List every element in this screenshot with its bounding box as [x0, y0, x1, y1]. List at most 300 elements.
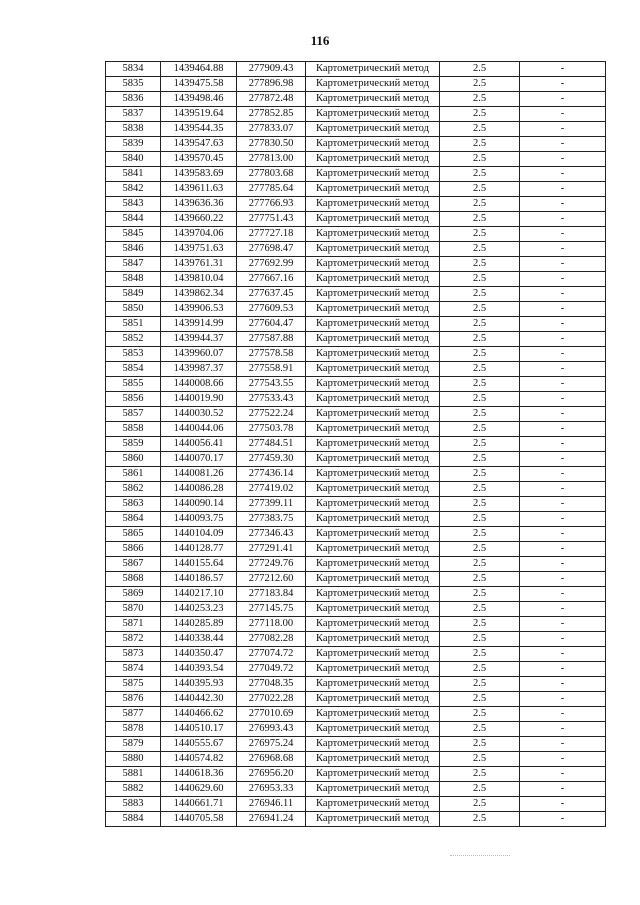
method-cell: Картометрический метод — [306, 212, 440, 227]
y-coordinate-cell: 276968.68 — [237, 752, 306, 767]
accuracy-cell: 2.5 — [440, 602, 520, 617]
method-cell: Картометрический метод — [306, 152, 440, 167]
method-cell: Картометрический метод — [306, 242, 440, 257]
method-cell: Картометрический метод — [306, 62, 440, 77]
method-cell: Картометрический метод — [306, 662, 440, 677]
x-coordinate-cell: 1439544.35 — [161, 122, 237, 137]
table-row — [106, 347, 606, 362]
method-cell: Картометрический метод — [306, 572, 440, 587]
y-coordinate-cell: 277346.43 — [237, 527, 306, 542]
y-coordinate-cell: 277399.11 — [237, 497, 306, 512]
x-coordinate-cell: 1439704.06 — [161, 227, 237, 242]
point-number-cell: 5853 — [106, 347, 161, 362]
table-row — [106, 92, 606, 107]
accuracy-cell: 2.5 — [440, 677, 520, 692]
point-number-cell: 5865 — [106, 527, 161, 542]
point-number-cell: 5836 — [106, 92, 161, 107]
table-row — [106, 797, 606, 812]
table-row — [106, 752, 606, 767]
table-row — [106, 467, 606, 482]
accuracy-cell: 2.5 — [440, 527, 520, 542]
table-row — [106, 662, 606, 677]
y-coordinate-cell: 277833.07 — [237, 122, 306, 137]
x-coordinate-cell: 1440705.58 — [161, 812, 237, 827]
method-cell: Картометрический метод — [306, 197, 440, 212]
description-cell: - — [520, 407, 606, 422]
table-row — [106, 737, 606, 752]
method-cell: Картометрический метод — [306, 797, 440, 812]
method-cell: Картометрический метод — [306, 812, 440, 827]
table-row — [106, 362, 606, 377]
table-row — [106, 317, 606, 332]
description-cell: - — [520, 227, 606, 242]
accuracy-cell: 2.5 — [440, 437, 520, 452]
x-coordinate-cell: 1440510.17 — [161, 722, 237, 737]
accuracy-cell: 2.5 — [440, 587, 520, 602]
description-cell: - — [520, 62, 606, 77]
x-coordinate-cell: 1440393.54 — [161, 662, 237, 677]
y-coordinate-cell: 277082.28 — [237, 632, 306, 647]
point-number-cell: 5838 — [106, 122, 161, 137]
point-number-cell: 5877 — [106, 707, 161, 722]
point-number-cell: 5854 — [106, 362, 161, 377]
point-number-cell: 5864 — [106, 512, 161, 527]
table-row — [106, 212, 606, 227]
x-coordinate-cell: 1439570.45 — [161, 152, 237, 167]
description-cell: - — [520, 332, 606, 347]
description-cell: - — [520, 662, 606, 677]
point-number-cell: 5841 — [106, 167, 161, 182]
x-coordinate-cell: 1440555.67 — [161, 737, 237, 752]
accuracy-cell: 2.5 — [440, 782, 520, 797]
y-coordinate-cell: 276975.24 — [237, 737, 306, 752]
x-coordinate-cell: 1440044.06 — [161, 422, 237, 437]
accuracy-cell: 2.5 — [440, 317, 520, 332]
accuracy-cell: 2.5 — [440, 422, 520, 437]
method-cell: Картометрический метод — [306, 392, 440, 407]
point-number-cell: 5857 — [106, 407, 161, 422]
table-row — [106, 527, 606, 542]
table-row — [106, 197, 606, 212]
accuracy-cell: 2.5 — [440, 92, 520, 107]
description-cell: - — [520, 152, 606, 167]
table-row — [106, 572, 606, 587]
x-coordinate-cell: 1440056.41 — [161, 437, 237, 452]
point-number-cell: 5867 — [106, 557, 161, 572]
coordinates-table-body — [106, 62, 606, 827]
description-cell: - — [520, 677, 606, 692]
description-cell: - — [520, 182, 606, 197]
table-row — [106, 167, 606, 182]
method-cell: Картометрический метод — [306, 542, 440, 557]
accuracy-cell: 2.5 — [440, 797, 520, 812]
accuracy-cell: 2.5 — [440, 407, 520, 422]
table-row — [106, 287, 606, 302]
accuracy-cell: 2.5 — [440, 467, 520, 482]
table-row — [106, 62, 606, 77]
accuracy-cell: 2.5 — [440, 647, 520, 662]
table-row — [106, 242, 606, 257]
point-number-cell: 5873 — [106, 647, 161, 662]
accuracy-cell: 2.5 — [440, 497, 520, 512]
method-cell: Картометрический метод — [306, 377, 440, 392]
x-coordinate-cell: 1440661.71 — [161, 797, 237, 812]
description-cell: - — [520, 347, 606, 362]
x-coordinate-cell: 1440350.47 — [161, 647, 237, 662]
point-number-cell: 5846 — [106, 242, 161, 257]
y-coordinate-cell: 277074.72 — [237, 647, 306, 662]
description-cell: - — [520, 632, 606, 647]
method-cell: Картометрический метод — [306, 257, 440, 272]
method-cell: Картометрический метод — [306, 272, 440, 287]
y-coordinate-cell: 277459.30 — [237, 452, 306, 467]
accuracy-cell: 2.5 — [440, 167, 520, 182]
point-number-cell: 5834 — [106, 62, 161, 77]
y-coordinate-cell: 276946.11 — [237, 797, 306, 812]
table-row — [106, 812, 606, 827]
y-coordinate-cell: 277785.64 — [237, 182, 306, 197]
accuracy-cell: 2.5 — [440, 287, 520, 302]
method-cell: Картометрический метод — [306, 497, 440, 512]
x-coordinate-cell: 1440081.26 — [161, 467, 237, 482]
accuracy-cell: 2.5 — [440, 452, 520, 467]
y-coordinate-cell: 277543.55 — [237, 377, 306, 392]
table-row — [106, 497, 606, 512]
table-row — [106, 452, 606, 467]
point-number-cell: 5840 — [106, 152, 161, 167]
point-number-cell: 5839 — [106, 137, 161, 152]
x-coordinate-cell: 1440030.52 — [161, 407, 237, 422]
accuracy-cell: 2.5 — [440, 707, 520, 722]
point-number-cell: 5883 — [106, 797, 161, 812]
table-row — [106, 137, 606, 152]
description-cell: - — [520, 92, 606, 107]
method-cell: Картометрический метод — [306, 332, 440, 347]
x-coordinate-cell: 1439751.63 — [161, 242, 237, 257]
y-coordinate-cell: 276956.20 — [237, 767, 306, 782]
table-row — [106, 407, 606, 422]
description-cell: - — [520, 707, 606, 722]
description-cell: - — [520, 647, 606, 662]
accuracy-cell: 2.5 — [440, 767, 520, 782]
accuracy-cell: 2.5 — [440, 482, 520, 497]
table-row — [106, 77, 606, 92]
point-number-cell: 5843 — [106, 197, 161, 212]
y-coordinate-cell: 277183.84 — [237, 587, 306, 602]
point-number-cell: 5866 — [106, 542, 161, 557]
description-cell: - — [520, 122, 606, 137]
table-row — [106, 602, 606, 617]
table-row — [106, 332, 606, 347]
table-row — [106, 422, 606, 437]
x-coordinate-cell: 1440285.89 — [161, 617, 237, 632]
point-number-cell: 5884 — [106, 812, 161, 827]
coordinates-table — [105, 61, 606, 827]
method-cell: Картометрический метод — [306, 407, 440, 422]
point-number-cell: 5868 — [106, 572, 161, 587]
point-number-cell: 5879 — [106, 737, 161, 752]
y-coordinate-cell: 277587.88 — [237, 332, 306, 347]
method-cell: Картометрический метод — [306, 632, 440, 647]
point-number-cell: 5858 — [106, 422, 161, 437]
description-cell: - — [520, 107, 606, 122]
point-number-cell: 5842 — [106, 182, 161, 197]
description-cell: - — [520, 557, 606, 572]
description-cell: - — [520, 437, 606, 452]
description-cell: - — [520, 272, 606, 287]
point-number-cell: 5852 — [106, 332, 161, 347]
accuracy-cell: 2.5 — [440, 662, 520, 677]
table-row — [106, 437, 606, 452]
method-cell: Картометрический метод — [306, 167, 440, 182]
accuracy-cell: 2.5 — [440, 227, 520, 242]
x-coordinate-cell: 1439987.37 — [161, 362, 237, 377]
x-coordinate-cell: 1440090.14 — [161, 497, 237, 512]
method-cell: Картометрический метод — [306, 137, 440, 152]
description-cell: - — [520, 722, 606, 737]
method-cell: Картометрический метод — [306, 752, 440, 767]
description-cell: - — [520, 317, 606, 332]
y-coordinate-cell: 277813.00 — [237, 152, 306, 167]
method-cell: Картометрический метод — [306, 302, 440, 317]
table-row — [106, 707, 606, 722]
accuracy-cell: 2.5 — [440, 542, 520, 557]
x-coordinate-cell: 1440093.75 — [161, 512, 237, 527]
x-coordinate-cell: 1439862.34 — [161, 287, 237, 302]
table-row — [106, 392, 606, 407]
table-row — [106, 182, 606, 197]
table-row — [106, 617, 606, 632]
description-cell: - — [520, 137, 606, 152]
accuracy-cell: 2.5 — [440, 332, 520, 347]
point-number-cell: 5847 — [106, 257, 161, 272]
method-cell: Картометрический метод — [306, 557, 440, 572]
table-row — [106, 692, 606, 707]
accuracy-cell: 2.5 — [440, 737, 520, 752]
description-cell: - — [520, 77, 606, 92]
method-cell: Картометрический метод — [306, 482, 440, 497]
y-coordinate-cell: 276993.43 — [237, 722, 306, 737]
description-cell: - — [520, 587, 606, 602]
y-coordinate-cell: 277637.45 — [237, 287, 306, 302]
point-number-cell: 5869 — [106, 587, 161, 602]
x-coordinate-cell: 1439761.31 — [161, 257, 237, 272]
accuracy-cell: 2.5 — [440, 557, 520, 572]
x-coordinate-cell: 1439810.04 — [161, 272, 237, 287]
description-cell: - — [520, 377, 606, 392]
accuracy-cell: 2.5 — [440, 512, 520, 527]
table-row — [106, 377, 606, 392]
y-coordinate-cell: 277010.69 — [237, 707, 306, 722]
y-coordinate-cell: 277118.00 — [237, 617, 306, 632]
scan-artifact — [450, 855, 510, 856]
method-cell: Картометрический метод — [306, 467, 440, 482]
table-row — [106, 677, 606, 692]
y-coordinate-cell: 277533.43 — [237, 392, 306, 407]
table-row — [106, 107, 606, 122]
accuracy-cell: 2.5 — [440, 572, 520, 587]
y-coordinate-cell: 277503.78 — [237, 422, 306, 437]
point-number-cell: 5861 — [106, 467, 161, 482]
method-cell: Картометрический метод — [306, 527, 440, 542]
description-cell: - — [520, 752, 606, 767]
y-coordinate-cell: 276953.33 — [237, 782, 306, 797]
accuracy-cell: 2.5 — [440, 77, 520, 92]
x-coordinate-cell: 1440128.77 — [161, 542, 237, 557]
method-cell: Картометрический метод — [306, 677, 440, 692]
method-cell: Картометрический метод — [306, 452, 440, 467]
x-coordinate-cell: 1440442.30 — [161, 692, 237, 707]
table-row — [106, 767, 606, 782]
x-coordinate-cell: 1440086.28 — [161, 482, 237, 497]
description-cell: - — [520, 527, 606, 542]
description-cell: - — [520, 542, 606, 557]
description-cell: - — [520, 512, 606, 527]
x-coordinate-cell: 1440217.10 — [161, 587, 237, 602]
y-coordinate-cell: 276941.24 — [237, 812, 306, 827]
description-cell: - — [520, 167, 606, 182]
x-coordinate-cell: 1439464.88 — [161, 62, 237, 77]
point-number-cell: 5872 — [106, 632, 161, 647]
point-number-cell: 5837 — [106, 107, 161, 122]
point-number-cell: 5882 — [106, 782, 161, 797]
y-coordinate-cell: 277212.60 — [237, 572, 306, 587]
accuracy-cell: 2.5 — [440, 617, 520, 632]
description-cell: - — [520, 422, 606, 437]
accuracy-cell: 2.5 — [440, 107, 520, 122]
x-coordinate-cell: 1439475.58 — [161, 77, 237, 92]
method-cell: Картометрический метод — [306, 182, 440, 197]
y-coordinate-cell: 277872.48 — [237, 92, 306, 107]
description-cell: - — [520, 497, 606, 512]
method-cell: Картометрический метод — [306, 587, 440, 602]
y-coordinate-cell: 277698.47 — [237, 242, 306, 257]
table-row — [106, 542, 606, 557]
accuracy-cell: 2.5 — [440, 62, 520, 77]
description-cell: - — [520, 572, 606, 587]
point-number-cell: 5850 — [106, 302, 161, 317]
accuracy-cell: 2.5 — [440, 377, 520, 392]
y-coordinate-cell: 277578.58 — [237, 347, 306, 362]
accuracy-cell: 2.5 — [440, 122, 520, 137]
accuracy-cell: 2.5 — [440, 257, 520, 272]
y-coordinate-cell: 277896.98 — [237, 77, 306, 92]
table-row — [106, 782, 606, 797]
table-row — [106, 512, 606, 527]
description-cell: - — [520, 737, 606, 752]
point-number-cell: 5849 — [106, 287, 161, 302]
x-coordinate-cell: 1439498.46 — [161, 92, 237, 107]
y-coordinate-cell: 277766.93 — [237, 197, 306, 212]
x-coordinate-cell: 1440019.90 — [161, 392, 237, 407]
x-coordinate-cell: 1439660.22 — [161, 212, 237, 227]
method-cell: Картометрический метод — [306, 92, 440, 107]
method-cell: Картометрический метод — [306, 227, 440, 242]
y-coordinate-cell: 277803.68 — [237, 167, 306, 182]
description-cell: - — [520, 692, 606, 707]
x-coordinate-cell: 1439611.63 — [161, 182, 237, 197]
x-coordinate-cell: 1439636.36 — [161, 197, 237, 212]
x-coordinate-cell: 1439960.07 — [161, 347, 237, 362]
point-number-cell: 5863 — [106, 497, 161, 512]
y-coordinate-cell: 277383.75 — [237, 512, 306, 527]
x-coordinate-cell: 1440186.57 — [161, 572, 237, 587]
description-cell: - — [520, 782, 606, 797]
y-coordinate-cell: 277022.28 — [237, 692, 306, 707]
y-coordinate-cell: 277419.02 — [237, 482, 306, 497]
point-number-cell: 5874 — [106, 662, 161, 677]
point-number-cell: 5835 — [106, 77, 161, 92]
accuracy-cell: 2.5 — [440, 812, 520, 827]
y-coordinate-cell: 277852.85 — [237, 107, 306, 122]
x-coordinate-cell: 1439519.64 — [161, 107, 237, 122]
point-number-cell: 5851 — [106, 317, 161, 332]
table-row — [106, 302, 606, 317]
description-cell: - — [520, 482, 606, 497]
description-cell: - — [520, 242, 606, 257]
point-number-cell: 5871 — [106, 617, 161, 632]
accuracy-cell: 2.5 — [440, 242, 520, 257]
x-coordinate-cell: 1440338.44 — [161, 632, 237, 647]
description-cell: - — [520, 812, 606, 827]
accuracy-cell: 2.5 — [440, 752, 520, 767]
y-coordinate-cell: 277145.75 — [237, 602, 306, 617]
method-cell: Картометрический метод — [306, 707, 440, 722]
accuracy-cell: 2.5 — [440, 692, 520, 707]
x-coordinate-cell: 1439547.63 — [161, 137, 237, 152]
method-cell: Картометрический метод — [306, 647, 440, 662]
table-row — [106, 722, 606, 737]
description-cell: - — [520, 287, 606, 302]
description-cell: - — [520, 392, 606, 407]
description-cell: - — [520, 767, 606, 782]
method-cell: Картометрический метод — [306, 782, 440, 797]
accuracy-cell: 2.5 — [440, 197, 520, 212]
description-cell: - — [520, 467, 606, 482]
description-cell: - — [520, 257, 606, 272]
method-cell: Картометрический метод — [306, 107, 440, 122]
x-coordinate-cell: 1440466.62 — [161, 707, 237, 722]
y-coordinate-cell: 277751.43 — [237, 212, 306, 227]
y-coordinate-cell: 277484.51 — [237, 437, 306, 452]
point-number-cell: 5878 — [106, 722, 161, 737]
x-coordinate-cell: 1440104.09 — [161, 527, 237, 542]
y-coordinate-cell: 277436.14 — [237, 467, 306, 482]
y-coordinate-cell: 277522.24 — [237, 407, 306, 422]
x-coordinate-cell: 1440008.66 — [161, 377, 237, 392]
method-cell: Картометрический метод — [306, 767, 440, 782]
point-number-cell: 5856 — [106, 392, 161, 407]
method-cell: Картометрический метод — [306, 737, 440, 752]
table-row — [106, 227, 606, 242]
x-coordinate-cell: 1440155.64 — [161, 557, 237, 572]
accuracy-cell: 2.5 — [440, 182, 520, 197]
table-row — [106, 257, 606, 272]
point-number-cell: 5845 — [106, 227, 161, 242]
method-cell: Картометрический метод — [306, 602, 440, 617]
method-cell: Картометрический метод — [306, 347, 440, 362]
method-cell: Картометрический метод — [306, 362, 440, 377]
page-number: 116 — [310, 33, 330, 48]
y-coordinate-cell: 277249.76 — [237, 557, 306, 572]
x-coordinate-cell: 1439906.53 — [161, 302, 237, 317]
description-cell: - — [520, 197, 606, 212]
y-coordinate-cell: 277291.41 — [237, 542, 306, 557]
accuracy-cell: 2.5 — [440, 152, 520, 167]
method-cell: Картометрический метод — [306, 122, 440, 137]
x-coordinate-cell: 1440395.93 — [161, 677, 237, 692]
accuracy-cell: 2.5 — [440, 302, 520, 317]
